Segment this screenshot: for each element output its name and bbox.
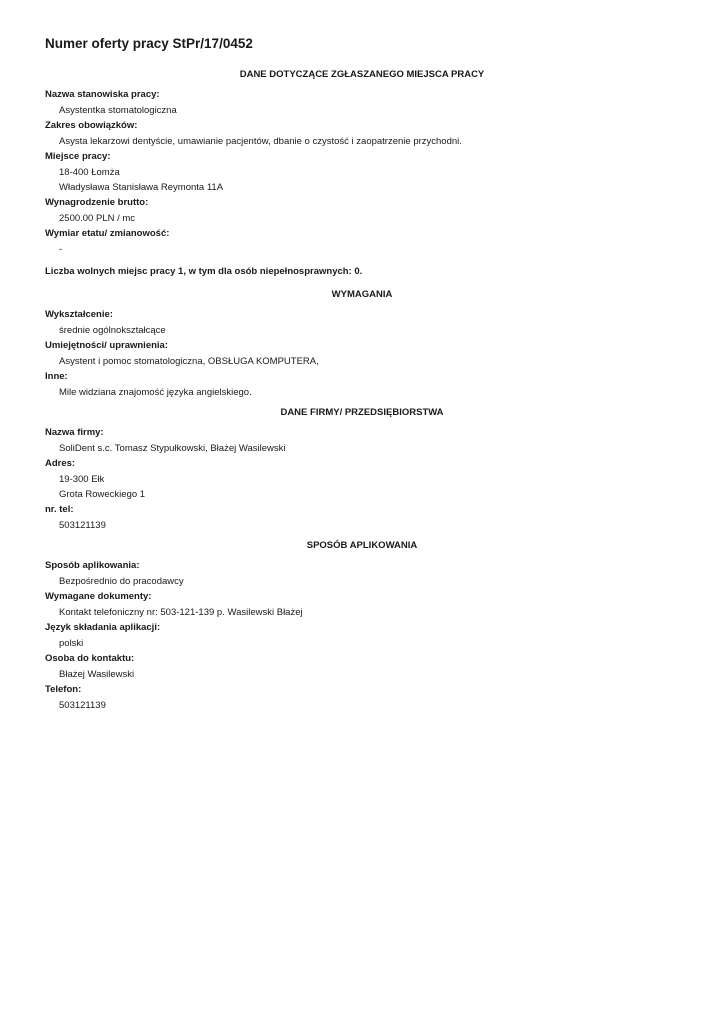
contact-person-value: Błażej Wasilewski bbox=[59, 669, 135, 680]
company-name-label: Nazwa firmy: bbox=[45, 427, 104, 438]
position-value: Asystentka stomatologiczna bbox=[59, 105, 177, 116]
company-phone-value: 503121139 bbox=[59, 520, 106, 531]
section-heading-apply: SPOSÓB APLIKOWANIA bbox=[306, 540, 418, 551]
salary-value: 2500.00 PLN / mc bbox=[59, 213, 136, 224]
education-label: Wykształcenie: bbox=[45, 309, 113, 320]
position-label: Nazwa stanowiska pracy: bbox=[45, 89, 160, 100]
contact-phone-label: Telefon: bbox=[45, 684, 82, 695]
skills-label: Umiejętności/ uprawnienia: bbox=[45, 340, 168, 351]
section-heading-company: DANE FIRMY/ PRZEDSIĘBIORSTWA bbox=[280, 407, 444, 418]
other-label: Inne: bbox=[45, 371, 68, 382]
documents-label: Wymagane dokumenty: bbox=[45, 591, 152, 602]
skills-value: Asystent i pomoc stomatologiczna, OBSŁUGA KOMPUTERA, bbox=[59, 356, 319, 367]
hours-value: - bbox=[59, 244, 63, 255]
section-heading-job: DANE DOTYCZĄCE ZGŁASZANEGO MIEJSCA PRACY bbox=[239, 69, 485, 80]
address-postal-city: 19-300 Ełk bbox=[59, 474, 105, 485]
hours-label: Wymiar etatu/ zmianowość: bbox=[45, 228, 170, 239]
duties-label: Zakres obowiązków: bbox=[45, 120, 138, 131]
apply-method-label: Sposób aplikowania: bbox=[45, 560, 140, 571]
place-label: Miejsce pracy: bbox=[45, 151, 111, 162]
document-body bbox=[45, 62, 679, 713]
salary-label: Wynagrodzenie brutto: bbox=[45, 197, 149, 208]
language-label: Język składania aplikacji: bbox=[45, 622, 161, 633]
documents-value: Kontakt telefoniczny nr: 503-121-139 p. Wasilewski Błażej bbox=[59, 607, 303, 618]
duties-value: Asysta lekarzowi dentyście, umawianie pacjentów, dbanie o czystość i zaopatrzenie przychodni. bbox=[59, 136, 462, 147]
language-value: polski bbox=[59, 638, 84, 649]
address-label: Adres: bbox=[45, 458, 76, 469]
education-value: średnie ogólnokształcące bbox=[59, 325, 166, 336]
page-title: Numer oferty pracy StPr/17/0452 bbox=[45, 36, 253, 51]
address-street: Grota Roweckiego 1 bbox=[59, 489, 146, 500]
contact-phone-value: 503121139 bbox=[59, 700, 106, 711]
company-name-value: SoliDent s.c. Tomasz Stypułkowski, Błażej Wasilewski bbox=[59, 443, 286, 454]
other-value: Mile widziana znajomość języka angielskiego. bbox=[59, 387, 252, 398]
vacancies-summary: Liczba wolnych miejsc pracy 1, w tym dla osób niepełnosprawnych: 0. bbox=[45, 266, 363, 277]
section-heading-requirements: WYMAGANIA bbox=[331, 289, 393, 300]
apply-method-value: Bezpośrednio do pracodawcy bbox=[59, 576, 184, 587]
place-street: Władysława Stanisława Reymonta 11A bbox=[59, 182, 224, 193]
contact-person-label: Osoba do kontaktu: bbox=[45, 653, 135, 664]
company-phone-label: nr. tel: bbox=[45, 504, 74, 515]
place-postal-city: 18-400 Łomża bbox=[59, 167, 120, 178]
